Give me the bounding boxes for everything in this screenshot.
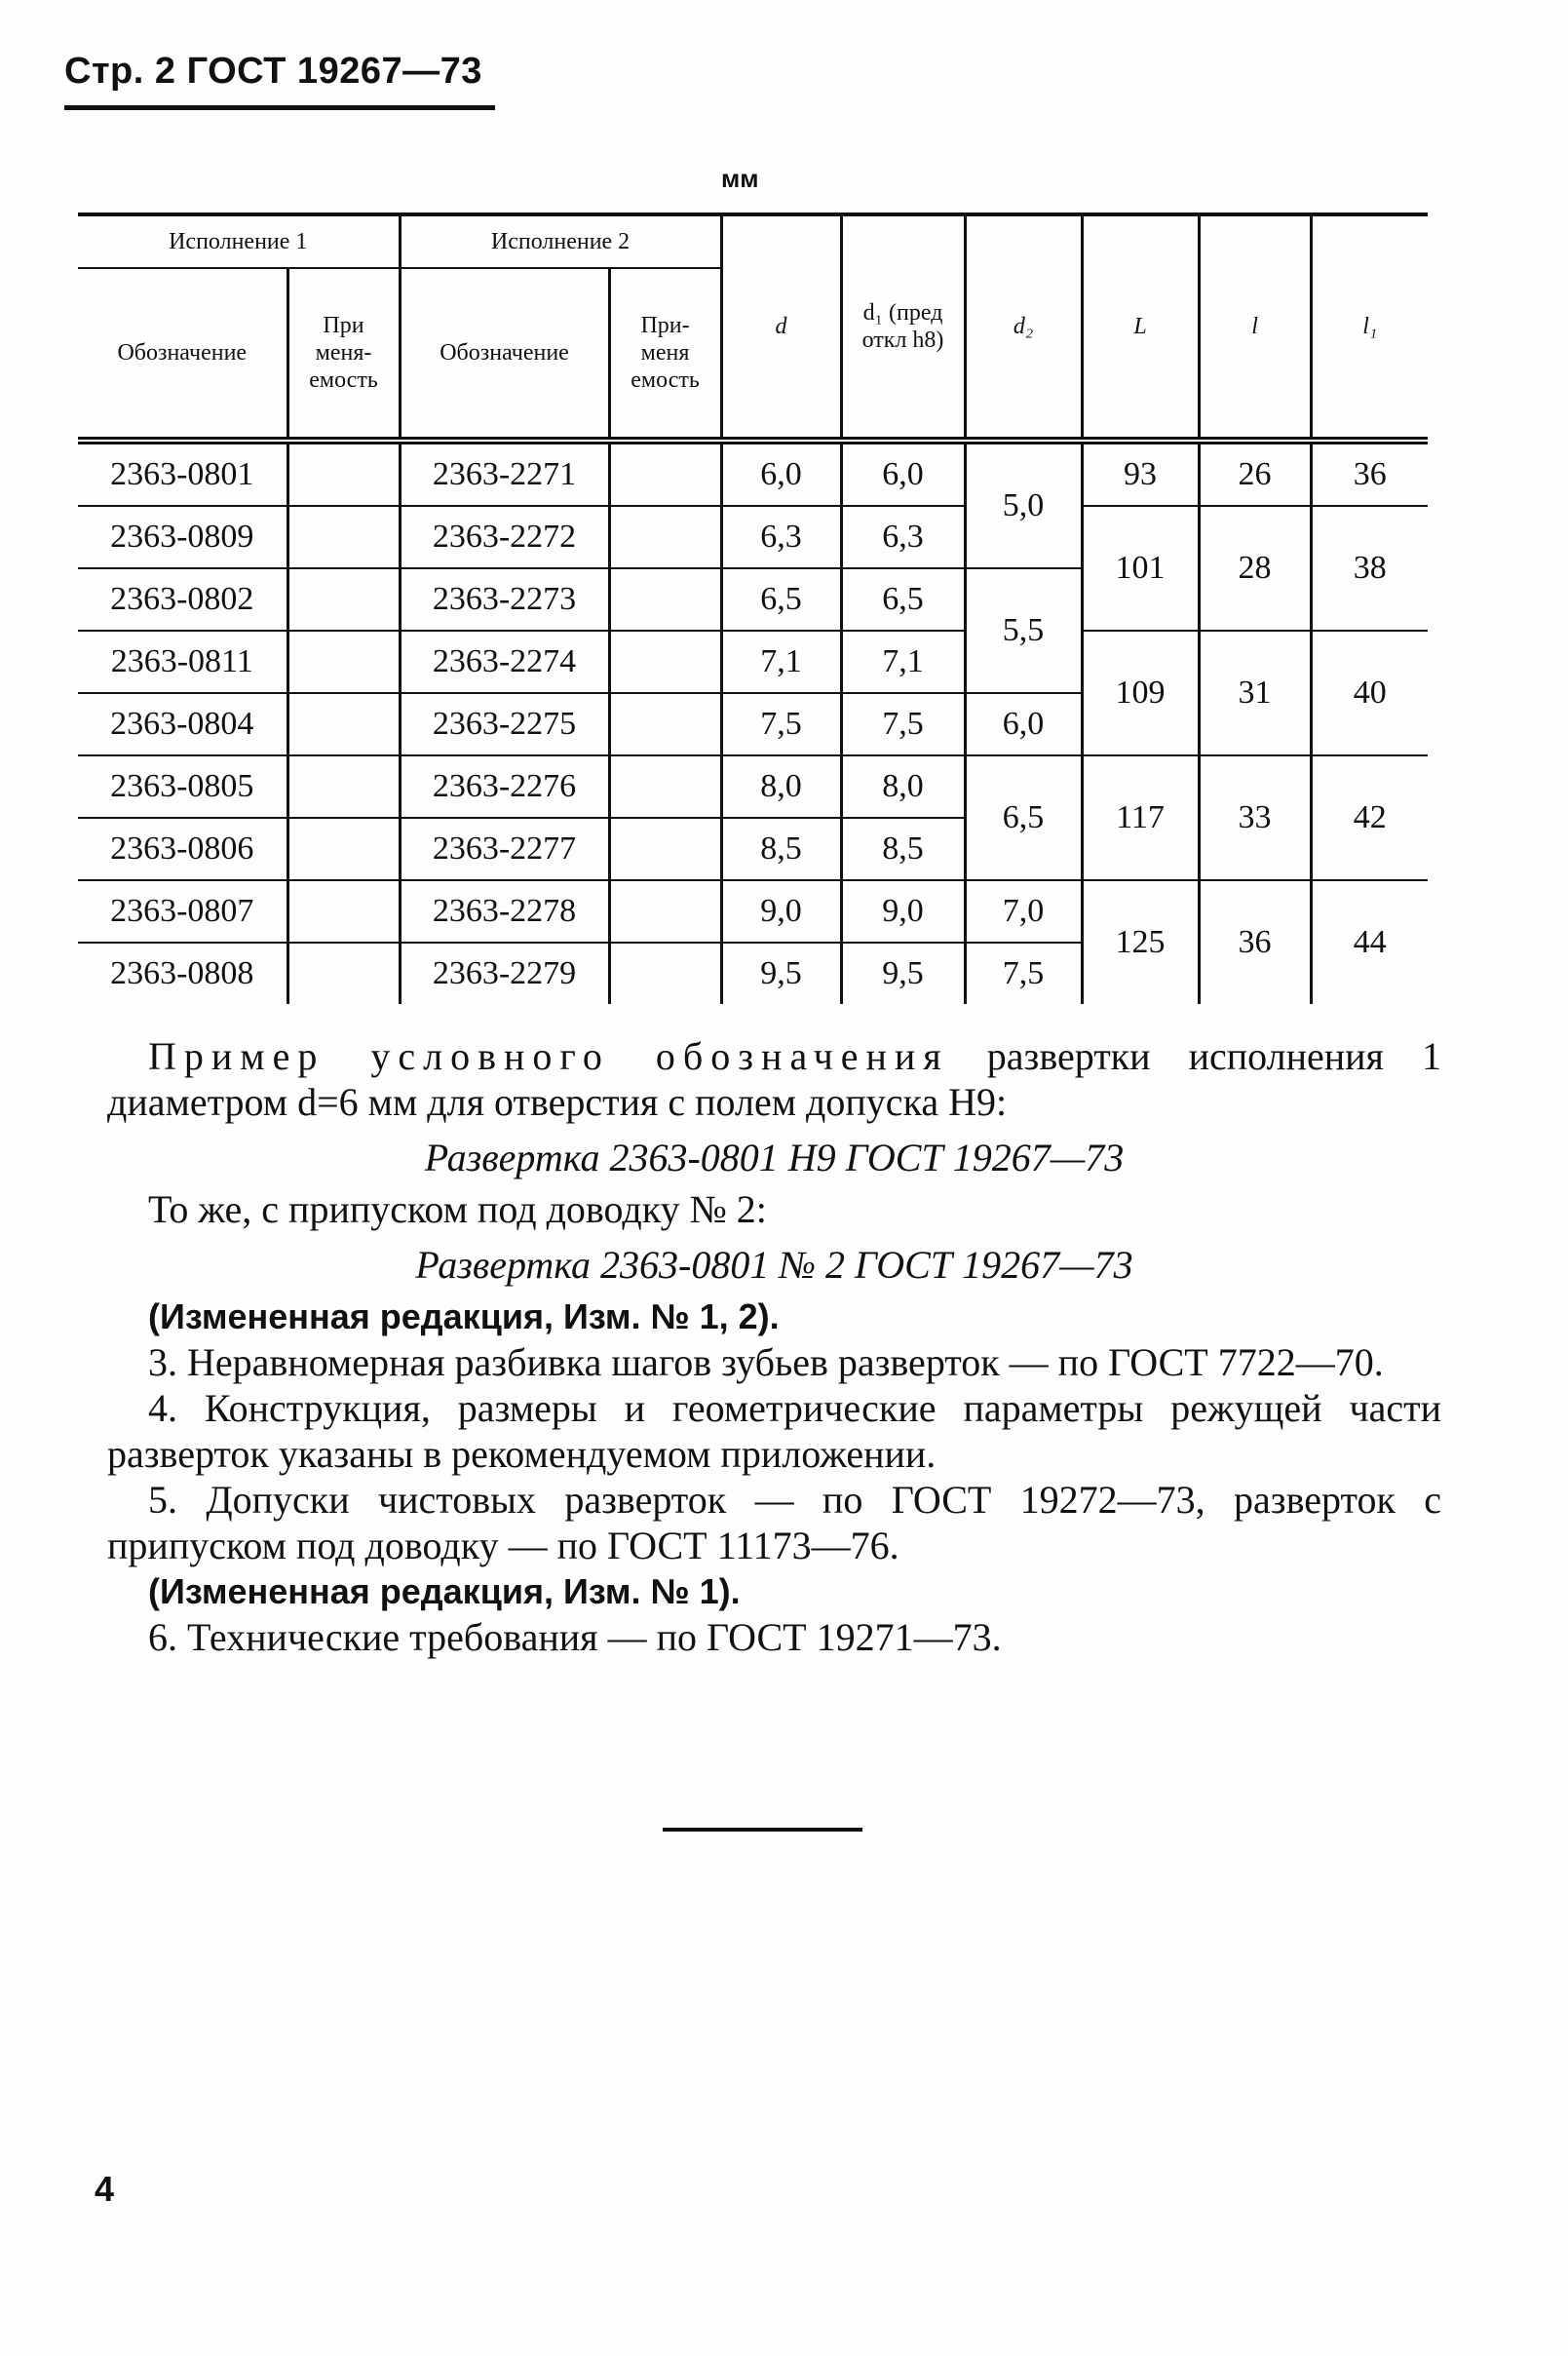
example-rest-text: развертки исполнения 1 диаметром d=6 мм для отверстия с полем допуска H9:: [107, 1034, 1442, 1124]
table-cell: 7,5: [721, 693, 841, 755]
table-cell: 2363-0807: [78, 880, 287, 943]
table-cell: 2363-0804: [78, 693, 287, 755]
example-spaced-text: Пример условного обозначения: [148, 1034, 949, 1078]
table-cell: [287, 818, 400, 880]
table-cell: 8,5: [841, 818, 965, 880]
header-applicability-2: При-меня емость: [609, 268, 721, 441]
table-cell: 5,5: [965, 568, 1082, 693]
table-cell: 6,3: [841, 506, 965, 568]
table-cell: 31: [1199, 631, 1311, 755]
end-rule: [663, 1828, 862, 1832]
table-cell: [609, 631, 721, 693]
table-cell: 93: [1082, 441, 1199, 506]
table-cell: 2363-0811: [78, 631, 287, 693]
table-cell: 117: [1082, 755, 1199, 880]
table-cell: 8,0: [841, 755, 965, 818]
table-cell: 33: [1199, 755, 1311, 880]
table-cell: 28: [1199, 506, 1311, 631]
table-cell: 5,0: [965, 441, 1082, 568]
table-cell: 42: [1311, 755, 1428, 880]
table-cell: [609, 568, 721, 631]
table-cell: [287, 693, 400, 755]
table-cell: 36: [1311, 441, 1428, 506]
header-designation-1: Обозначение: [78, 268, 287, 441]
table-cell: 7,0: [965, 880, 1082, 943]
table-cell: 9,5: [841, 943, 965, 1004]
table-cell: 40: [1311, 631, 1428, 755]
dimensions-table: [78, 212, 1428, 1004]
table-cell: 26: [1199, 441, 1311, 506]
header-l: l: [1199, 214, 1311, 441]
table-cell: 2363-0809: [78, 506, 287, 568]
header-rule: [64, 105, 495, 110]
page-number: 4: [95, 2169, 115, 2209]
table-cell: [609, 506, 721, 568]
table-cell: [287, 506, 400, 568]
table-cell: 6,5: [965, 755, 1082, 880]
item-5: 5. Допуски чистовых разверток — по ГОСТ 19272—73, разверток с припуском под доводку — по ГОСТ 11173—76.: [107, 1478, 1441, 1567]
header-d: d: [721, 214, 841, 441]
table-cell: 6,5: [721, 568, 841, 631]
table-cell: 2363-2276: [400, 755, 609, 818]
example-designation-2: Развертка 2363-0801 № 2 ГОСТ 19267—73: [415, 1243, 1133, 1287]
table-cell: 109: [1082, 631, 1199, 755]
table-cell: [287, 631, 400, 693]
table-cell: 101: [1082, 506, 1199, 631]
table-cell: 8,0: [721, 755, 841, 818]
table-cell: 8,5: [721, 818, 841, 880]
table-cell: [609, 755, 721, 818]
example-paragraph: [107, 1033, 1441, 1125]
item-6: 6. Технические требования — по ГОСТ 19271—73.: [148, 1615, 1002, 1659]
table-cell: 38: [1311, 506, 1428, 631]
table-cell: 2363-2277: [400, 818, 609, 880]
amendment-note-2: (Измененная редакция, Изм. № 1).: [148, 1571, 741, 1611]
table-cell: 2363-0802: [78, 568, 287, 631]
header-d1: d₁ (пред откл h8): [841, 214, 965, 441]
table-cell: 6,0: [965, 693, 1082, 755]
table-cell: 7,1: [841, 631, 965, 693]
table-cell: [609, 943, 721, 1004]
table-cell: [287, 441, 400, 506]
table-cell: 6,0: [841, 441, 965, 506]
table-cell: 125: [1082, 880, 1199, 1004]
table-cell: 2363-2274: [400, 631, 609, 693]
table-cell: [609, 880, 721, 943]
table-cell: 2363-2275: [400, 693, 609, 755]
table-cell: 6,0: [721, 441, 841, 506]
page-header: Стр. 2 ГОСТ 19267—73: [64, 51, 482, 92]
amendment-note-1: (Измененная редакция, Изм. № 1, 2).: [148, 1296, 780, 1336]
table-cell: [287, 943, 400, 1004]
item-3: 3. Неравномерная разбивка шагов зубьев разверток — по ГОСТ 7722—70.: [148, 1340, 1384, 1384]
table-cell: [609, 441, 721, 506]
header-group-1: Исполнение 1: [78, 214, 400, 268]
table-cell: 2363-2279: [400, 943, 609, 1004]
table-cell: 2363-2272: [400, 506, 609, 568]
table-cell: [609, 693, 721, 755]
table-cell: 9,0: [841, 880, 965, 943]
table-cell: 44: [1353, 924, 1387, 960]
example-designation-1: Развертка 2363-0801 H9 ГОСТ 19267—73: [424, 1136, 1125, 1179]
table-cell: 7,5: [841, 693, 965, 755]
table-cell: 2363-0805: [78, 755, 287, 818]
table-cell: [287, 568, 400, 631]
table-cell: 2363-0801: [78, 441, 287, 506]
table-cell: 9,0: [721, 880, 841, 943]
header-l1: l₁: [1311, 214, 1428, 441]
table-cell: [609, 818, 721, 880]
unit-label: мм: [721, 164, 759, 193]
table-cell: 9,5: [721, 943, 841, 1004]
table-cell: [287, 755, 400, 818]
table-cell: 7,1: [721, 631, 841, 693]
table-cell: 2363-2278: [400, 880, 609, 943]
item-4: 4. Конструкция, размеры и геометрические параметры режущей части разверток указаны в рекомендуемом приложении.: [107, 1386, 1441, 1476]
table-cell: 2363-0806: [78, 818, 287, 880]
body-text: [107, 1033, 1441, 1660]
header-L: L: [1082, 214, 1199, 441]
header-group-2: Исполнение 2: [400, 214, 721, 268]
table-cell: 7,5: [965, 943, 1082, 1004]
table-cell: 2363-0808: [78, 943, 287, 1004]
table-cell: 2363-2273: [400, 568, 609, 631]
table-cell: 6,3: [721, 506, 841, 568]
table-cell: 6,5: [841, 568, 965, 631]
same-text: То же, с припуском под доводку № 2:: [148, 1187, 767, 1231]
header-designation-2: Обозначение: [400, 268, 609, 441]
table-cell: 36: [1199, 880, 1311, 1004]
header-applicability-1: При меня-емость: [287, 268, 400, 441]
table-cell: 2363-2271: [400, 441, 609, 506]
header-d2: d₂: [965, 214, 1082, 441]
table-cell: [287, 880, 400, 943]
